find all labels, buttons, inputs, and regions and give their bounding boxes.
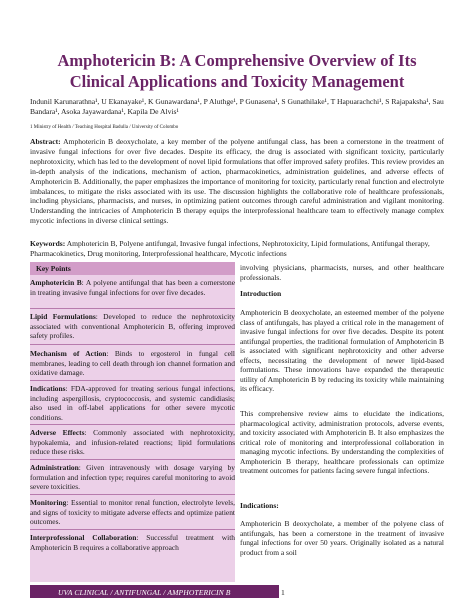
key-point-text: : Binds to ergosterol in fungal cell membranes, leading to cell death through ion channel formation and oxidative damage. (30, 349, 235, 377)
paper-title: Amphotericin B: A Comprehensive Overview of Its Clinical Applications and Toxicity Management (57, 51, 417, 91)
key-point (30, 533, 235, 552)
key-points-heading: Key Points (36, 264, 71, 273)
key-point (30, 384, 235, 422)
key-point-label: Indications (30, 384, 66, 393)
key-point (30, 463, 235, 492)
keywords-label: Keywords: (30, 239, 66, 248)
key-point-divider (30, 424, 235, 425)
key-point-label: Adverse Effects (30, 428, 85, 437)
key-point-divider (30, 308, 235, 309)
key-point-text: : Developed to reduce the nephrotoxicity associated with conventional Amphotericin B, offering improved safety profiles. (30, 312, 235, 340)
key-point (30, 428, 235, 457)
key-point-text: : Successful treatment with Amphotericin B requires a collaborative approach (30, 533, 235, 552)
key-point-text: : Given intravenously with dosage varying by formulation and infection type; requires careful monitoring to avoid severe toxicities. (30, 463, 235, 491)
key-point-label: Monitoring (30, 498, 67, 507)
key-point-text: : Commonly associated with nephrotoxicity, hypokalemia, and infusion-related reactions; lipid formulations reduce these risks. (30, 428, 235, 456)
key-point-divider (30, 344, 235, 345)
key-point-label: Lipid Formulations (30, 312, 96, 321)
abstract-text: Amphotericin B deoxycholate, a key member of the polyene antifungal class, has been a cornerstone in the treatment of invasive fungal infections for over five decades. Despite its efficacy, the drug is associated with significant toxicity, particularly nephrotoxicity, which has led to the development of novel lipid formulations that offer improved safety profiles. This review provides an in-depth analysis of the indications, mechanism of action, pharmacokinetics, administration guidelines, and adverse effects of Amphotericin B. Additionally, the paper emphasizes the importance of monitoring for toxicity, particularly renal function and electrolyte imbalances, to mitigate the risks associated with its use. The discussion highlights the collaborative role of healthcare professionals, including physicians, pharmacists, and nurses, in optimizing patient outcomes through careful administration and vigilant monitoring. Understanding the intricacies of Amphotericin B therapy equips the interprofessional healthcare team to effectively manage complex mycotic infections in diverse clinical settings. (30, 137, 444, 226)
key-point-label: Amphotericin B (30, 278, 82, 287)
introduction-paragraph-1: Amphotericin B deoxycholate, an esteemed member of the polyene class of antifungals, has played a critical role in the management of invasive fungal infections for over five decades. Despite its potent antifungal properties, the traditional formulation of Amphotericin B is associated with significant nephrotoxicity and other adverse effects, necessitating the development of newer lipid-based formulations. These innovations have expanded the therapeutic utility of Amphotericin B by reducing its toxicity while maintaining its efficacy. (240, 308, 444, 394)
key-points-continuation: involving physicians, pharmacists, nurses, and other healthcare professionals. (240, 263, 444, 282)
indications-paragraph: Amphotericin B deoxycholate, a member of the polyene class of antifungals, has been a cornerstone in the treatment of invasive fungal infections for over 50 years. Originally isolated as a natural product from a soil (240, 519, 444, 557)
key-point-text: : A polyene antifungal that has been a cornerstone in treating invasive fungal infections for over five decades. (30, 278, 236, 297)
keywords-text: Amphotericin B, Polyene antifungal, Invasive fungal infections, Nephrotoxicity, Lipid formulations, Antifungal therapy, Pharmacokinetics, Drug monitoring, Interprofessional healthcare, Mycotic infections (30, 239, 430, 258)
introduction-paragraph-2: This comprehensive review aims to elucidate the indications, pharmacological activity, administration protocols, adverse events, and toxicity associated with Amphotericin B. It also emphasizes the critical role of monitoring and interprofessional collaboration in managing mycotic infections. By understanding the complexities of Amphotericin B therapy, healthcare professionals can optimize treatment outcomes for patients facing severe fungal infections. (240, 409, 444, 476)
introduction-heading: Introduction (240, 289, 282, 298)
key-points-header (30, 262, 235, 275)
key-point-divider (30, 494, 235, 495)
abstract (30, 137, 444, 226)
affiliation: 1 Ministry of Health / Teaching Hospital Badulla / University of Colombo (30, 125, 179, 130)
indications-heading: Indications: (240, 501, 279, 510)
key-point-divider (30, 380, 235, 381)
author-list: Indunil Karunarathna¹, U Ekanayake¹, K Gunawardana¹, P Aluthge¹, P Gunasena¹, S Gunathilake¹, T Hapuarachchi¹, S Rajapaksha¹, Sau Bandara¹, Asoka Jayawardana¹, Kapila De Alvis¹ (30, 97, 444, 116)
keywords (30, 239, 444, 259)
key-point-label: Administration (30, 463, 79, 472)
abstract-label: Abstract: (30, 137, 61, 146)
key-point-text: : Essential to monitor renal function, electrolyte levels, and signs of toxicity to mitigate adverse effects and optimize patient outcomes. (30, 498, 235, 526)
key-point (30, 278, 235, 297)
key-point-label: Interprofessional Collaboration (30, 533, 137, 542)
key-point (30, 349, 235, 378)
running-head: UVA CLINICAL / ANTIFUNGAL / AMPHOTERICIN B (58, 588, 231, 597)
key-point-text: : FDA-approved for treating serious fungal infections, including aspergillosis, cryptococcosis, and systemic candidiasis; also used in off-label applications for other severe mycotic conditions. (30, 384, 235, 422)
key-point-label: Mechanism of Action (30, 349, 107, 358)
key-point-divider (30, 459, 235, 460)
key-point (30, 312, 235, 341)
key-point (30, 498, 235, 527)
page-number: 1 (281, 588, 285, 597)
key-point-divider (30, 529, 235, 530)
